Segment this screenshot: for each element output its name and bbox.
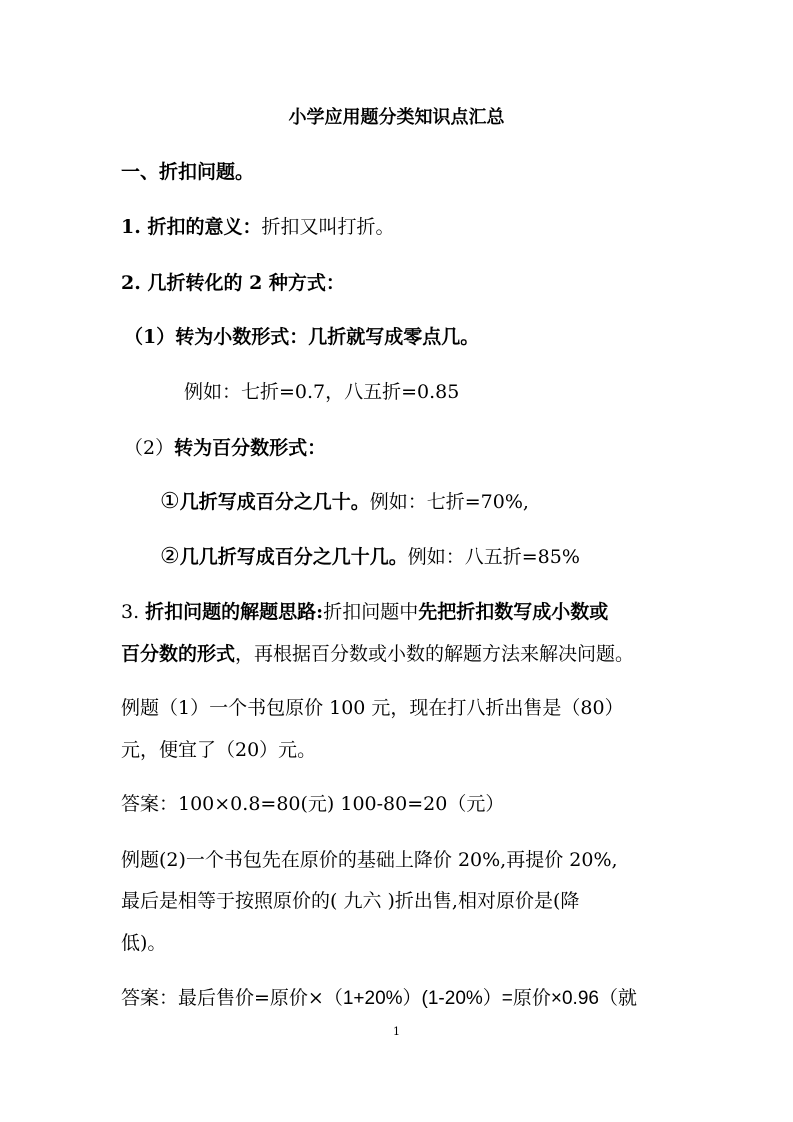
example2-line2: 最后是相等于按照原价的( 九六 )折出售,相对原价是(降 (121, 890, 580, 912)
item3-line2 (121, 642, 634, 666)
answer2-suffix: （就 (598, 987, 637, 1009)
item3-bold1: 先把折扣数写成小数或 (418, 601, 609, 623)
item1-label: 1. 折扣的意义： (121, 216, 262, 238)
point1-bold: 几折写成百分之几十。 (179, 491, 370, 513)
item3-label: 折扣问题的解题思路: (145, 601, 324, 623)
item3-bold2: 百分数的形式 (121, 643, 236, 665)
paragraph-item1 (121, 215, 394, 239)
answer2 (121, 986, 637, 1011)
example1-line2: 元，便宜了（20）元。 (121, 739, 317, 761)
item3-line1 (121, 600, 608, 624)
item3-num: 3. (121, 601, 146, 623)
item2-heading: 2. 几折转化的 2 种方式： (121, 272, 345, 294)
point2 (160, 545, 580, 569)
sub1-example: 例如：七折=0.7，八五折=0.85 (184, 381, 460, 403)
point1 (160, 490, 529, 514)
sub2-text: 转为百分数形式： (174, 437, 327, 459)
example1-line1: 例题（1）一个书包原价 100 元，现在打八折出售是（80） (121, 697, 624, 719)
point2-example: 例如：八五折=85% (407, 546, 580, 568)
circled-number-1: ① (160, 489, 180, 514)
sub1-heading: （1）转为小数形式：几折就写成零点几。 (124, 326, 480, 348)
sub2-label: （2） (124, 437, 175, 459)
example2-line1: 例题(2)一个书包先在原价的基础上降价 20%,再提价 20%, (121, 849, 618, 871)
item3-text1: 折扣问题中 (323, 601, 419, 623)
sub2-heading (124, 436, 326, 460)
answer1: 答案：100×0.8=80(元) 100-80=20（元） (121, 793, 505, 815)
answer2-prefix: 答案：最后售价=原价× (121, 987, 324, 1009)
document-title: 小学应用题分类知识点汇总 (288, 107, 505, 128)
answer2-formula: （1+20%）(1-20%）=原价×0.96 (323, 988, 599, 1009)
example2-line3: 低)。 (121, 932, 167, 954)
point2-bold: 几几折写成百分之几十几。 (179, 546, 408, 568)
item3-text2: ，再根据百分数或小数的解题方法来解决问题。 (235, 643, 635, 665)
page-number: 1 (393, 1025, 400, 1038)
point1-example: 例如：七折=70%, (369, 491, 529, 513)
item1-text: 折扣又叫打折。 (261, 216, 395, 238)
section-heading: 一、折扣问题。 (121, 161, 255, 183)
circled-number-2: ② (160, 544, 180, 569)
